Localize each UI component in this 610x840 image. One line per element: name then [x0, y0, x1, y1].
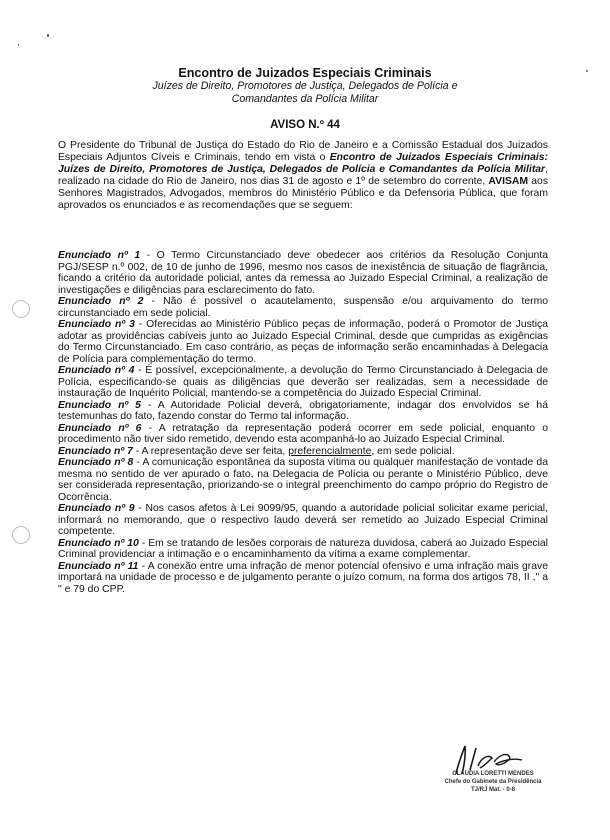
enunciado-9: [58, 503, 548, 538]
event-name: Encontro de Juizados Especiais Criminais: Juízes de Direito, Promotores de Justiça, Delegados de Polícia e Comandantes da Polícia Militar: [58, 152, 548, 176]
enunciado-text: - Em se tratando de lesões corporais de natureza duvidosa, caberá ao Juizado Especial Criminal providenciar a intimação e o encaminhamento da vítima a exame complementar.: [58, 537, 548, 560]
document-subtitle-line-2: Comandantes da Polícia Militar: [231, 92, 379, 105]
enunciado-4: [58, 365, 548, 400]
enunciado-number: Enunciado nº 9: [58, 503, 135, 514]
enunciado-text: , em sede policial.: [371, 445, 455, 457]
enunciado-8: [58, 457, 548, 503]
enunciado-number: Enunciado nº 7: [58, 445, 133, 457]
enunciado-text: - Oferecidas ao Ministério Público peças de informação, poderá o Promotor de Justiça adotar as providências cabíveis junto ao Juizado Especial Criminal, desde que cumpridas as exigências do Termo Circunstanciado. Em caso contrário, as peças de informação serão encaminhadas à Delegacia de Polícia para complementação do termo.: [58, 319, 548, 365]
enunciado-1: [58, 250, 548, 296]
enunciados-list: [58, 250, 548, 595]
enunciado-text: - Nos casos afetos à Lei 9099/95, quando a autoridade policial solicitar exame pericial, informará no memorando, que o respectivo laudo deverá ser remetido ao Juizado Especial Criminal competente.: [58, 503, 548, 537]
stamp-registration: TJ/RJ Mat. - 0-8: [470, 787, 515, 793]
enunciado-number: Enunciado nº 4: [58, 365, 135, 376]
signature-stamp: [418, 740, 568, 800]
enunciado-text: - A Autoridade Policial deverá, obrigatoriamente, indagar dos envolvidos se há testemunhas do fato, fazendo constar do Termo tal informação.: [58, 399, 548, 422]
enunciado-number: Enunciado nº 2: [58, 296, 144, 307]
enunciado-3: [58, 319, 548, 365]
enunciado-text: - O Termo Circunstanciado deve obedecer aos critérios da Resolução Conjunta PGJ/SESP n.º 002, de 10 de junho de 1996, mesmo nos casos de inexistência de situação de flagrância, ficando a critério da autoridade policial, antes da remessa ao Juizado Especial Criminal, a realização de investigações e diligências para esclarecimento do fato.: [58, 250, 548, 296]
punch-hole: [12, 526, 30, 544]
underlined-word: preferencialmente: [288, 445, 372, 457]
enunciado-2: [58, 296, 548, 319]
enunciado-number: Enunciado nº 6: [58, 422, 142, 434]
punch-hole: [12, 300, 30, 318]
enunciado-text: - A conexão entre uma infração de menor potencial ofensivo e uma infração mais grave importará na unidade de processo e de julgamento perante o juízo comum, na forma dos artigos 78, II ," a " e 79 do CPP.: [58, 560, 548, 595]
avisam-word: AVISAM: [488, 176, 529, 188]
enunciado-6: [58, 423, 548, 446]
scan-speck: [586, 70, 588, 72]
document-subtitle-line-1: Juízes de Direito, Promotores de Justiça, Delegados de Polícia e: [152, 80, 458, 92]
enunciado-11: [58, 561, 548, 596]
enunciado-text: - A comunicação espontânea da suposta vítima ou qualquer manifestação de vontade da mesma no sentido de ver apurado o fato, na Delegacia de Polícia ou perante o Ministério Público, deve ser considerada representação, priorizando-se o integral preenchimento do campo próprio do Registro de Ocorrência.: [58, 457, 548, 503]
document-title: Encontro de Juizados Especiais Criminais: [178, 66, 432, 80]
intro-text: aos Senhores Magistrados, Advogados, membros do Ministério Público e da Defensoria Pública, que foram aprovados os enunciados e as recomendações que se seguem:: [58, 176, 549, 212]
enunciado-text: - A representação deve ser feita,: [132, 445, 289, 457]
stamp-role: Chefe do Gabinete da Presidência: [444, 779, 542, 785]
enunciado-text: - A retratação da representação poderá ocorrer em sede policial, enquanto o procedimento não tiver sido remetido, devendo esta acompanhá-lo ao Juizado Especial Criminal.: [58, 422, 548, 445]
intro-text: , realizado na cidade do Rio de Janeiro, nos dias 31 de agosto e 1º de setembro do corrente,: [58, 164, 548, 188]
enunciado-5: [58, 400, 548, 423]
enunciado-number: Enunciado nº 1: [58, 250, 141, 261]
enunciado-number: Enunciado nº 3: [58, 319, 135, 330]
enunciado-number: Enunciado nº 5: [58, 399, 141, 411]
enunciado-7: [58, 446, 548, 458]
aviso-heading: AVISO N.º 44: [270, 119, 340, 131]
enunciado-number: Enunciado nº 11: [58, 560, 139, 572]
enunciado-number: Enunciado nº 10: [58, 537, 139, 549]
scan-speck: [18, 44, 19, 46]
stamp-name: CLÁUDIA LORETTI MENDES: [452, 771, 534, 777]
document-header: [60, 66, 550, 105]
enunciado-10: [58, 538, 548, 561]
intro-paragraph: [58, 140, 548, 213]
scan-speck: [47, 34, 49, 37]
enunciado-text: - É possível, excepcionalmente, a devolução do Termo Circunstanciado à Delegacia de Polícia, especificando-se quais as diligências que deverão ser realizadas, sem a necessidade de instauração de Inquérito Policial, mantendo-se a competência do Juizado Especial Criminal.: [58, 365, 548, 399]
enunciado-number: Enunciado nº 8: [58, 457, 134, 468]
enunciado-text: - Não é possível o acautelamento, suspensão e/ou arquivamento do termo circunstanciado em sede policial.: [58, 296, 549, 319]
intro-text: O Presidente do Tribunal de Justiça do Estado do Rio de Janeiro e a Comissão Estadual dos Juizados Especiais Adjuntos Cíveis e Criminais, tendo em vista o: [58, 140, 548, 164]
